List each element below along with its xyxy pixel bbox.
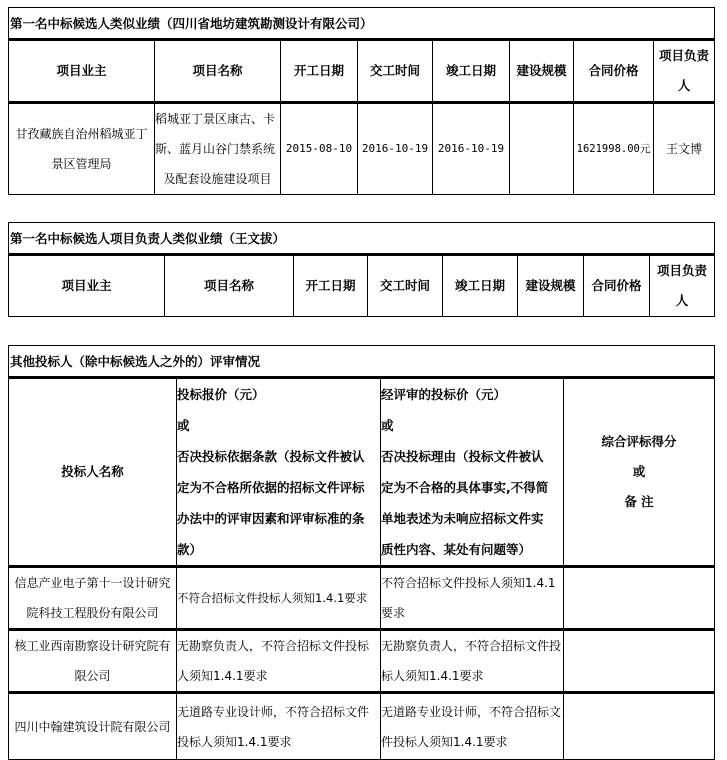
cell-line: 稻城亚丁景区康古、卡 <box>155 112 276 126</box>
header-line: 人 <box>675 293 689 308</box>
header-line: 人 <box>677 78 691 93</box>
cell-line: 四川中翰建筑设计院有限公司 <box>14 719 171 734</box>
header-line: 综合评标得分 <box>601 434 677 449</box>
cell-line: 无勘察负责人，不符合招标文件投标 <box>177 639 370 653</box>
table-row <box>9 693 715 760</box>
cell-bidder-name <box>9 693 177 760</box>
cell-line: 及配套设施建设项目 <box>163 172 272 186</box>
cell-score <box>564 630 715 693</box>
table-manager-performance <box>8 222 715 317</box>
cell-line: 斯、蓝月山谷门禁系统 <box>155 142 276 156</box>
cell-handover-date: 2016-10-19 <box>358 103 433 195</box>
cell-line: 限公司 <box>74 669 111 683</box>
cell-bidder-name <box>9 630 177 693</box>
header-line: 单地表述为未响应招标文件实 <box>381 511 544 526</box>
header-start-date: 开工日期 <box>294 255 368 317</box>
cell-line: 人须知1.4.1要求 <box>177 669 268 683</box>
cell-line: 无勘察负责人，不符合招标文件投 <box>381 639 562 653</box>
cell-line: 信息产业电子第十一设计研究 <box>14 576 171 590</box>
header-line: 否决投标理由（投标文件被认 <box>381 449 544 464</box>
header-handover-time: 交工时间 <box>358 40 433 103</box>
header-line: 办法中的评审因素和评审标准的条 <box>177 511 365 526</box>
header-line: 或 <box>381 418 394 433</box>
header-contract-price: 合同价格 <box>574 40 654 103</box>
cell-line: 要求 <box>381 606 406 620</box>
cell-line: 景区管理局 <box>51 157 112 171</box>
cell-project-owner <box>9 103 155 195</box>
header-line: 或 <box>632 464 646 479</box>
header-line: 否决投标依据条款（投标文件被认 <box>177 449 365 464</box>
cell-reviewed-price <box>381 630 564 693</box>
cell-reviewed-price <box>381 693 564 760</box>
cell-bid-price <box>177 630 381 693</box>
header-start-date: 开工日期 <box>281 40 358 103</box>
header-line: 定为不合格的具体事实,不得简 <box>381 480 549 495</box>
cell-line: 甘孜藏族自治州稻城亚丁 <box>15 127 148 141</box>
cell-line: 核工业西南勘察设计研究院有 <box>14 639 171 653</box>
cell-start-date: 2015-08-10 <box>281 103 358 195</box>
table-row <box>9 567 715 630</box>
cell-line: 无道路专业设计师，不符合招标文件 <box>177 704 370 719</box>
header-completion-date: 竣工日期 <box>443 255 518 317</box>
table-other-bidders-review <box>8 345 715 760</box>
cell-score <box>564 693 715 760</box>
cell-manager: 王文博 <box>654 103 715 195</box>
cell-bid-price <box>177 567 381 630</box>
cell-line: 标人须知1.4.1要求 <box>381 669 484 683</box>
table-row <box>9 630 715 693</box>
header-reviewed-price <box>381 378 564 567</box>
header-line: 项目负责 <box>657 263 708 278</box>
header-line: 定为不合格所依据的招标文件评标 <box>177 480 365 495</box>
cell-line: 投标人须知1.4.1要求 <box>177 734 292 749</box>
header-project-name: 项目名称 <box>165 255 294 317</box>
header-bid-price <box>177 378 381 567</box>
header-contract-price: 合同价格 <box>584 255 650 317</box>
header-line: 备 注 <box>624 494 654 509</box>
cell-bid-price <box>177 693 381 760</box>
cell-line: 无道路专业设计师，不符合招标文 <box>381 704 562 719</box>
table1-title: 第一名中标候选人类似业绩（四川省地坊建筑勘测设计有限公司） <box>9 8 715 40</box>
table-row <box>9 103 715 195</box>
header-completion-date: 竣工日期 <box>433 40 510 103</box>
cell-contract-price: 1621998.00元 <box>574 103 654 195</box>
header-line: 项目负责 <box>659 48 710 63</box>
header-project-owner: 项目业主 <box>9 40 155 103</box>
header-construction-scale: 建设规模 <box>518 255 584 317</box>
cell-reviewed-price <box>381 567 564 630</box>
header-line: 或 <box>177 418 190 433</box>
header-bidder-name: 投标人名称 <box>9 378 177 567</box>
header-handover-time: 交工时间 <box>368 255 443 317</box>
table2-title: 第一名中标候选人项目负责人类似业绩（王文拔） <box>9 223 715 255</box>
cell-line: 件投标人须知1.4.1要求 <box>381 734 508 749</box>
header-score-remarks <box>564 378 715 567</box>
header-project-manager <box>654 40 715 103</box>
table-first-candidate-performance <box>8 7 715 195</box>
cell-bidder-name <box>9 567 177 630</box>
header-line: 款） <box>177 542 203 557</box>
header-project-owner: 项目业主 <box>9 255 165 317</box>
cell-completion-date: 2016-10-19 <box>433 103 510 195</box>
cell-project-name <box>155 103 281 195</box>
header-project-manager <box>650 255 715 317</box>
cell-line: 院科技工程股份有限公司 <box>26 606 159 620</box>
header-line: 经评审的投标价（元） <box>381 387 507 402</box>
header-construction-scale: 建设规模 <box>510 40 574 103</box>
cell-line: 不符合招标文件投标人须知1.4.1 <box>381 576 556 590</box>
header-line: 质性内容、某处有问题等） <box>381 542 532 557</box>
cell-scale <box>510 103 574 195</box>
header-project-name: 项目名称 <box>155 40 281 103</box>
cell-line: 不符合招标文件投标人须知1.4.1要求 <box>177 591 368 605</box>
cell-score <box>564 567 715 630</box>
table3-title: 其他投标人（除中标候选人之外的）评审情况 <box>9 346 715 378</box>
header-line: 投标报价（元） <box>177 387 265 402</box>
